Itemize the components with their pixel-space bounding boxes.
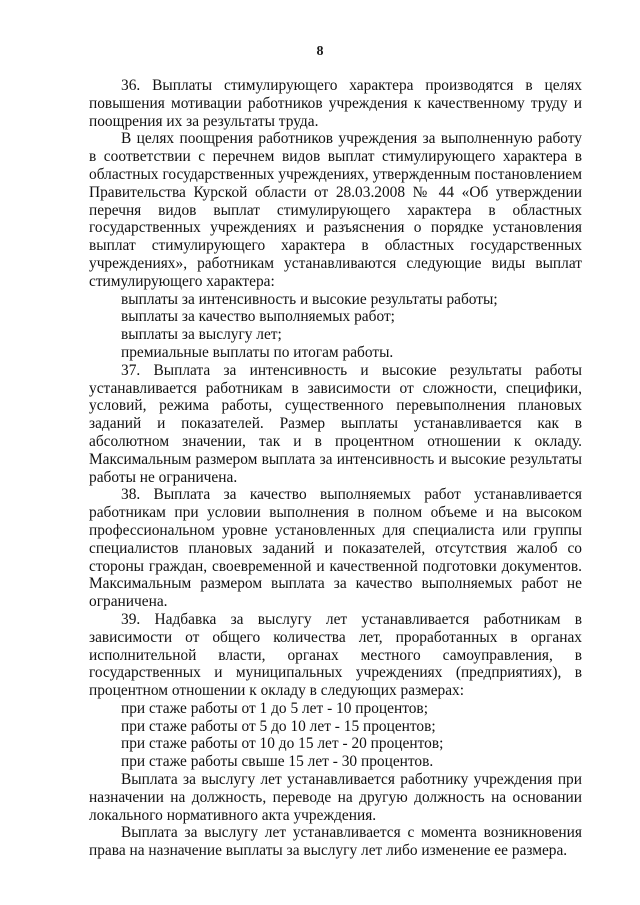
paragraph-37: 37. Выплата за интенсивность и высокие результаты работы устанавливается работникам в зависимости от сложности, специфики, условий, режима работы, существенного перевыполнения плановых заданий и показателей. Размер выплаты устанавливается как в абсолютном значении, так и в процентном отношении к окладу. Максимальным размером выплата за интенсивность и высокие результаты работы не ограничена. (89, 361, 582, 486)
list-item: выплаты за интенсивность и высокие результаты работы; (121, 290, 498, 308)
list-item: при стаже работы от 10 до 15 лет - 20 процентов; (121, 735, 444, 753)
page-number: 8 (316, 44, 324, 59)
document-body (89, 77, 582, 860)
paragraph-36: 36. Выплаты стимулирующего характера производятся в целях повышения мотивации работников учреждения к качественному труду и поощрения их за результаты труда. (89, 77, 582, 130)
list-item: при стаже работы свыше 15 лет - 30 процентов. (121, 753, 434, 771)
list-item: при стаже работы от 1 до 5 лет - 10 процентов; (121, 699, 428, 717)
list-item: выплаты за качество выполняемых работ; (121, 308, 395, 326)
list-item: выплаты за выслугу лет; (121, 326, 282, 344)
paragraph-38: 38. Выплата за качество выполняемых работ устанавливается работникам при условии выполнения в полном объеме и на высоком профессиональном уровне установленных для специалиста или группы специалистов плановых заданий и показателей, отсутствия жалоб со стороны граждан, своевременной и качественной подготовки документов. Максимальным размером выплата за качество выполняемых работ не ограничена. (89, 486, 582, 611)
paragraph-intro-list: В целях поощрения работников учреждения за выполненную работу в соответствии с перечнем видов выплат стимулирующего характера в областных государственных учреждениях, утвержденным постановлением Правительства Курской области от 28.03.2008 № 44 «Об утверждении перечня видов выплат стимулирующего характера в областных государственных учреждениях и разъяснения о порядке установления выплат стимулирующего характера в областных государственных учреждениях», работникам устанавливаются следующие виды выплат стимулирующего характера: (89, 130, 582, 290)
paragraph-seniority-assignment: Выплата за выслугу лет устанавливается работнику учреждения при назначении на должность, переводе на другую должность на основании локального нормативного акта учреждения. (89, 771, 582, 824)
paragraph-seniority-start: Выплата за выслугу лет устанавливается с момента возникновения права на назначение выплаты за выслугу лет либо изменение ее размера. (89, 824, 582, 860)
list-item: при стаже работы от 5 до 10 лет - 15 процентов; (121, 717, 436, 735)
list-item: премиальные выплаты по итогам работы. (121, 343, 394, 361)
paragraph-39: 39. Надбавка за выслугу лет устанавливается работникам в зависимости от общего количества лет, проработанных в органах исполнительной власти, органах местного самоуправления, в государственных и муниципальных учреждениях (предприятиях), в процентном отношении к окладу в следующих размерах: (89, 610, 582, 700)
